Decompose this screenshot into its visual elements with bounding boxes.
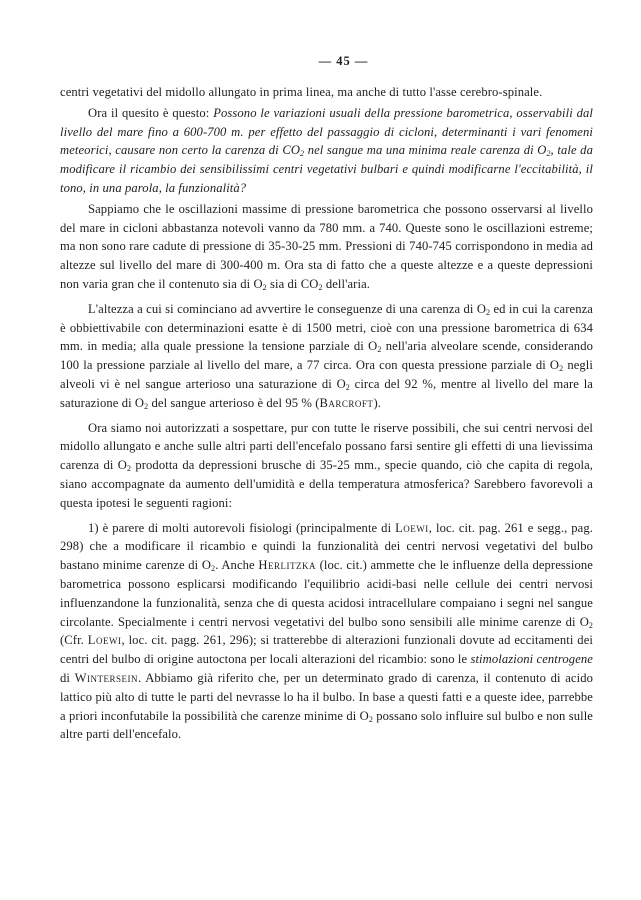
author-wintersein: Wintersein [74, 670, 139, 685]
author-loewi-2: Loewi [87, 633, 122, 648]
term-italic: stimolazioni centrogene [470, 652, 593, 667]
author-loewi: Loewi [395, 520, 429, 535]
paragraph-3-pressure: Sappiamo che le oscillazioni massime di pressione barometrica che possono osservarsi al livello del mare in cicloni abbastanza notevoli vanno da 780 mm. a 740. Queste sono le oscillazioni estreme; ma non sono rare cadute di pressione di 35-30-25 mm. Pressioni di 740-745 corrispondono in media ad altezze sul livello del mare di 300-400 m. Ora sta di fatto che a queste altezze e a queste depressioni non varia gran che il contenuto sia di $O_2$ sia di $CO_2$ dell'aria. [60, 201, 593, 292]
paragraph-1: centri vegetativi del midollo allungato in prima linea, ma anche di tutto l'asse cerebro-spinale. [60, 85, 543, 99]
author-barcroft: Barcroft [319, 395, 374, 410]
book-page [60, 54, 593, 744]
paragraph-5-hypothesis: Ora siamo noi autorizzati a sospettare, pur con tutte le riserve possibili, che sui centri nervosi del midollo allungato e anche sulle altri parti dell'encefalo possano farsi sentire gli effetti di una lievissima carenza di $O_2$ prodotta da depressioni brusche di 35-25 mm., specie quando, ciò che capita di regola, siano accompagnate da aumento dell'umidità e della temperatura atmosferica? Sarebbero favorevoli a questa ipotesi le seguenti ragioni: [60, 420, 594, 510]
question-italic: Possono le variazioni usuali della pressione barometrica, osservabili dal livello del mare fino a 600-700 m. per effetto del passaggio di cicloni, determinanti i vari fenomeni meteorici, causare non certo la carenza di $CO_2$ nel sangue ma una minima reale carenza di $O_2$, tale da modificare il ricambio dei sensibilissimi centri vegetativi bulbari e quindi modificarne l'eccitabilità, il tono, in una parola, la funzionalità? [60, 105, 593, 195]
paragraph-4-altitude: L'altezza a cui si cominciano ad avvertire le conseguenze di una carenza di $O_2$ ed in cui la carenza è obbiettivabile con determinazioni esatte è di 1500 metri, cioè con una pressione barometrica di 634 mm. in media; alla quale pressione la tensione parziale di $O_2$ nell'aria alveolare scende, considerando 100 la pressione parziale al livello del mare, a 77 circa. Ora con questa pressione parziale di $O_2$ negli alveoli vi è nel sangue arterioso una saturazione di $O_2$ circa del 92 %, mentre al livello del mare la saturazione di $O_2$ del sangue arterioso è del 95 % (Barcroft). [60, 301, 593, 411]
author-herlitzka: Herlitzka [258, 558, 316, 573]
paragraph-6-reasons: 1) è parere di molti autorevoli fisiologi (principalmente di Loewi, loc. cit. pag. 261 e segg., pag. 298) che a modificare il ricambio e quindi la funzionalità dei centri nervosi vegetativi del bulbo bastano minime carenze di $O_2$. Anche Herlitzka (loc. cit.) ammette che le influenze della depressione barometrica possono esplicarsi modificando l'equilibrio acidi-basi nelle cellule dei centri nervosi influenzandone la funzionalità, senza che di questa acidosi intracellulare compaiano i segni nel sangue circolante. Specialmente i centri nervosi vegetativi del bulbo sono sensibili alle minime carenze di $O_2$ (Cfr. Loewi, loc. cit. pagg. 261, 296); si tratterebbe di alterazioni funzionali dovute ad eccitamenti dei centri del bulbo di origine autoctona per locali alterazioni del ricambio: sono le stimolazioni centrogene di Wintersein. Abbiamo già riferito che, per un determinato grado di carenza, il contenuto di acido lattico più alto di tutte le parti del nevrasse lo ha il bulbo. In base a questi fatti e a queste idee, parrebbe a priori inconfutabile la possibilità che carenze minime di $O_2$ possano solo influire sul bulbo e non sulle altre parti dell'encefalo. [60, 520, 593, 742]
paragraph-2-question: Ora il quesito è questo: Possono le variazioni usuali della pressione barometrica, osservabili dal livello del mare fino a 600-700 m. per effetto del passaggio di cicloni, determinanti i vari fenomeni meteorici, causare non certo la carenza di $CO_2$ nel sangue ma una minima reale carenza di $O_2$, tale da modificare il ricambio dei sensibilissimi centri vegetativi bulbari e quindi modificarne l'eccitabilità, il tono, in una parola, la funzionalità? [60, 105, 593, 195]
page-number: — 45 — [318, 54, 369, 68]
